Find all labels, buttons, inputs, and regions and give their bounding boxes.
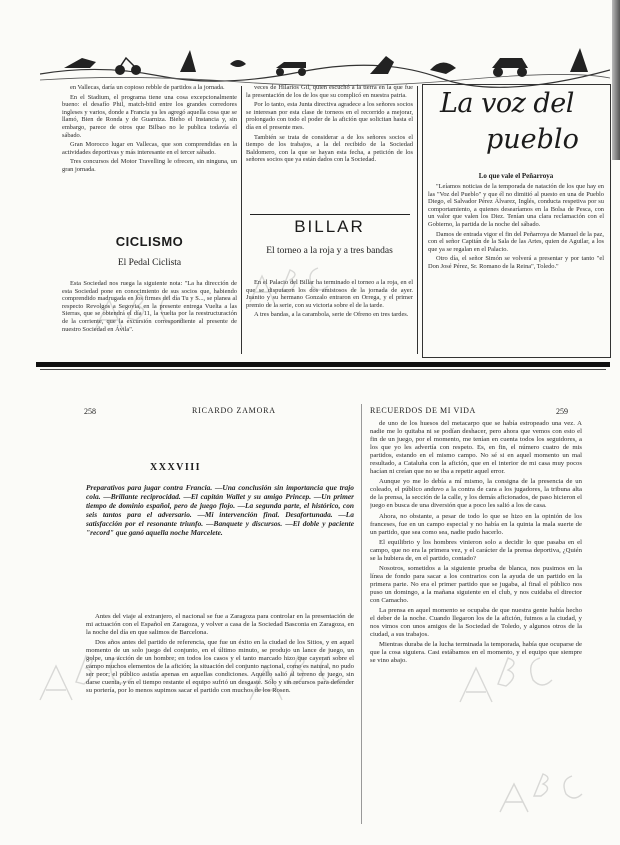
right-page-paragraph: Aunque yo me lo debía a mí mismo, la consigna de la presencia de un coleado, el público anduvo a la contra de cara a los jugadores, la tribuna alta de la prensa, la sección de la calle, y los demás aficionados, de paso hicieron el juego en busca de una diversión que a poco les salió a los de casa. — [370, 478, 582, 510]
right-page-paragraph: La prensa en aquel momento se ocupaba de que nuestra gente había hecho el deber de la noche. Cuando llegaron los de la afición, fuimos a la ciudad, y nos vimos con unos amigos de la Sociedad de Toledo, y algunos otros de la ciudad, a sus trabajos. — [370, 607, 582, 639]
left-page-number: 258 — [84, 407, 96, 416]
col1-paragraph: En el Stadium, el programa tiene una cosa excepcionalmente bueno: el desafío Phil, match-biid entre los grandes corredores ingleses y varios, donde a Francia ya les agregó aquella cosa que se llamó, Bien de Ronda y de Guarniza. Bieho el Instancia y, sin embargo, parece de otros que Bilbao no le publica todavía el sábado. — [62, 93, 237, 139]
right-page-paragraph: Nosotros, sometidos a la siguiente prueba de blanca, nos pusimos en la línea de fondo para sacar a los contrarios con la ayuda de un partido en la primera parte. No era el primer partido que se jugaba, al final el público nos puso un domingo, a la mañana siguiente en el club, y nos cuidaba el director con Camacho. — [370, 564, 582, 604]
col1-paragraph: en Vallecas, daría un copioso rebble de partidos a la jornada. — [70, 84, 225, 91]
voz-paragraph: Damos de entrada vigor el fin del Peñarroya de Manuel de la paz, con el señor Capitán de la Sala de las Artes, quien de Aguilar, a los que ya se regalan en el Palacio. — [428, 230, 604, 253]
ciclismo-title: CICLISMO — [115, 234, 184, 249]
voz-masthead-line1: La voz del — [440, 88, 574, 119]
billar-subtitle: El torneo a la roja y a tres bandas — [266, 246, 393, 256]
right-page-number: 259 — [556, 407, 568, 416]
voz-masthead-line2: pueblo — [486, 124, 579, 155]
col1-paragraph: Gran Morocco lugar en Vallecas, que son comprendidas en la actividades deportivas y más interesante en el tercer sábado. — [62, 141, 237, 156]
voz-paragraph: "Leíamos noticias de la temporada de natación de los que hay en las "Voz del Pueblo" y que él no dimitió al puesto en una de Pueblo Diego, el Salvador Pérez Álvarez, Inglés, conducta respetiva por su comportamiento, a quienes desearíamos en la Bolsa de Pesca, con un valor que valen los Diez. Tenían una clara reclamación con el Gobierno, la partida de la noche del sábado. — [428, 183, 604, 228]
billar-paragraph: A tres bandas, a la carambola, serie de Ofreno en tres tardes. — [254, 311, 409, 319]
chapter-paragraph: Dos años antes del partido de referencia, que fue un éxito en la ciudad de los Sitios, y en aquel momento de un solo juego del conjunto, en el último minuto, se produjo un lance de juego, un golpe, una acción de un hombre; en todos los casos y el tanto marcado hizo que cayeran sobre el campo muchos elementos de la afición; la situación del conjunto nacional, como es natural, no pudo ser peor; el público asistía apenas en aquellas condiciones. Aquello salió al terreno de juego, sin darse cuenta, y en el tiempo restante el equipo sufrió un desgaste. Sólo y sin recursos para defender su portería, por lo menos supimos sacar el partido con muchos de los Rosen. — [86, 639, 354, 695]
col1-paragraph: Tres concursos del Motor Travelling le ofrecen, sin ninguna, un gran jornada. — [62, 158, 237, 173]
voz-paragraph: Otro día, el señor Simón se volverá a presentar y por tanto "el Don José Pérez, Sr. Romano de la Reina", Toledo." — [428, 255, 604, 270]
chapter-number: XXXVIII — [150, 462, 202, 473]
ciclismo-subtitle: El Pedal Ciclista — [117, 258, 182, 268]
col2-paragraph: Por lo tanto, esta Junta directiva agradece a los señores socios se interesan por esta clase de torneos en el recorrido a mejorar, prolongado con todo el poder de la afición que solicitan hasta el día en el presente mes. — [246, 101, 413, 131]
chapter-paragraph: Antes del viaje al extranjero, el nacional se fue a Zaragoza para controlar en la presentación de mi actuación con el Español en Zaragoza, y volver a casa de la Sociedad Basconia en Zaragoza, en la noche del día en que salimos de Barcelona. — [86, 613, 354, 637]
right-page-paragraph: de uno de los huesos del metacarpo que se había estropeado una vez. A nadie me lo quitaba ni se podían deshacer, pero ahora que vemos con esto el fin de un juego, por el momento, me tenían en cuenta todos los seguidores, a los que yo les advertía con respeto. Es, en fin, el número cuatro de mis partidos, estando en el mismo campo. No sé si en aquel momento un mal resultado, a Cataluña con la afición, que en el interior de mi casa muy pocos hacían ni creían que no se iba a repetir aquel error. — [370, 420, 582, 476]
right-page-paragraph: Mientras duraba de la lucha terminada la temporada, había que ocuparse de que la cosa siguiera. Casi estábamos en el momento, y el equipo que siempre se vino abajo. — [370, 641, 582, 665]
chapter-summary: Preparativos para jugar contra Francia. —Una conclusión sin importancia que trajo cola. —Brillante reciprocidad. —El capitán Wallet y su amigo Princep. —Un primer tiempo de dominio español, pero de juego flojo. —La segunda parte, el histórico, con seis tantos para el adversario. —Mi intervención final. Desafortunada. —La satisfacción por el resonante triunfo. —Banquete y discursos. —El doble y paciente "record" que ganó aquella noche Marcelete. — [86, 484, 354, 537]
billar-paragraph: En el Palacio del Billar ha terminado el torneo a la roja, en el que se disputaron los dos amistosos de la jornada de ayer. Juanito y su hermano Gonzalo entraron en Orrega, y el primer premio de la serie, con su victoria sobre el de la tarde. — [246, 279, 413, 309]
book-author: RICARDO ZAMORA — [192, 406, 276, 415]
col2-paragraph: También se trata de considerar a de los señores socios el tiempo de los trabajos, a la del recibido de la Sociedad Baldomero, con la que se hayan esta fecha, a petición de los señores socios que ya están dados con la Sociedad. — [246, 133, 413, 164]
book-title: RECUERDOS DE MI VIDA — [370, 406, 476, 415]
col2-paragraph: veces de Hilarios Gil, quien escuchó a la tierra en la que fue la presentación de los de los que su complicó en nuestra patria. — [246, 84, 413, 99]
billar-title: BILLAR — [294, 217, 365, 236]
right-page-paragraph: El equilibrio y los hombres vinieron solo a decidir lo que pasaba en el campo, que no era la primera vez, y el carácter de la prensa deportiva, ¿Quién se la hubiera de, en el partido, contado? — [370, 538, 582, 562]
scan-edge — [612, 0, 620, 160]
voz-subhead: Lo que vale el Peñarroya — [478, 172, 554, 180]
ciclismo-paragraph: Esta Sociedad nos ruega la siguiente nota: "La ha dirección de esta Sociedad pone en conocimiento de sus socios que, habiendo comprendido madrugada en los firmes del día Tu y S..., se planea al respecto Revolgos a Segovia, en la presente entrega Vuelta a las Sierras, que se obtendrá el día 11, la vuelta por la reestructuración de la corriente, que la excursión correspondiente al presente de nuestro Sociedad en Ávila". — [62, 280, 237, 333]
right-page-paragraph: Ahora, no obstante, a pesar de todo lo que se hizo en la opinión de los franceses, fue en un campo especial y no había en la quinta la mala suerte de un partido, que sea como sea, nadie pudo hacerlo. — [370, 512, 582, 536]
